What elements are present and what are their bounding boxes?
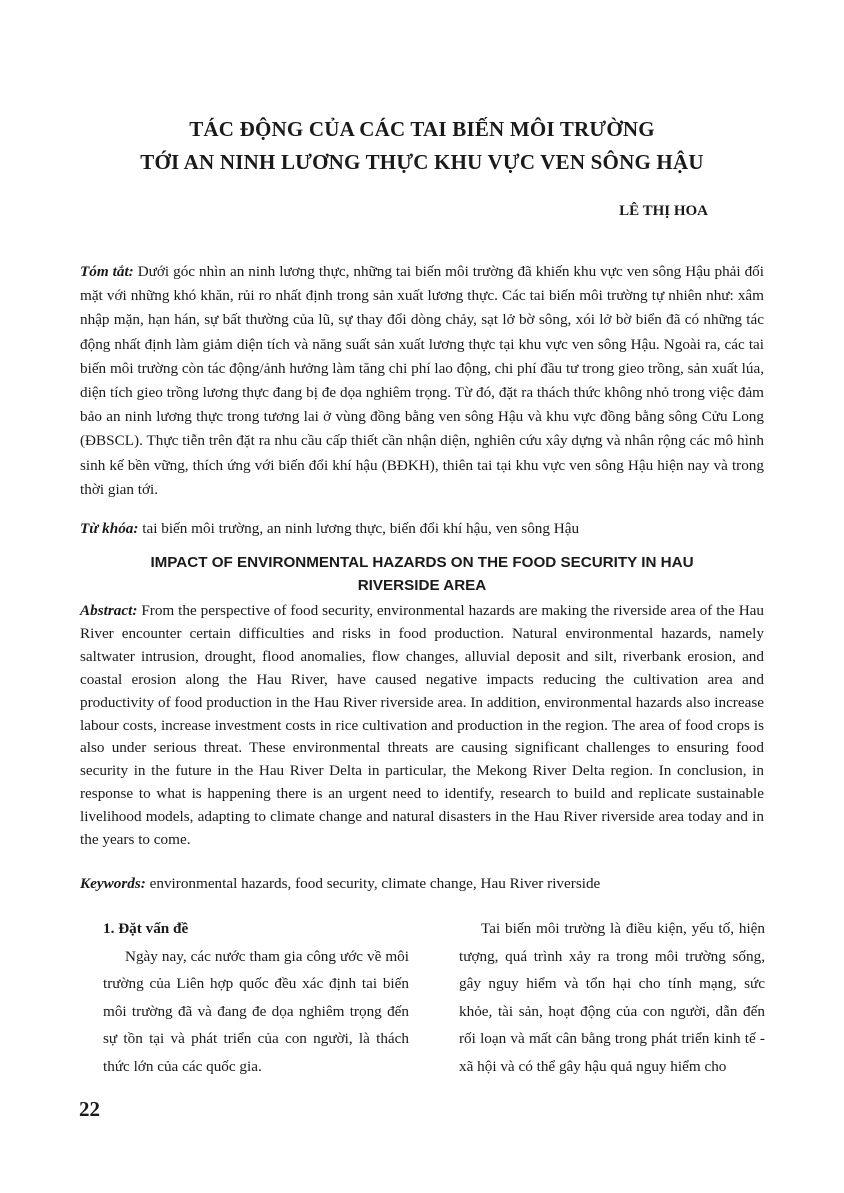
body-column-right (459, 915, 765, 1081)
abstract-vietnamese-text: Dưới góc nhìn an ninh lương thực, những tai biến môi trường đã khiến khu vực ven sông Hậu phải đối mặt với những khó khăn, rủi ro nhất định trong sản xuất lương thực. Các tai biến môi trường tự nhiên như: xâm nhập mặn, hạn hán, sự bất thường của lũ, sự thay đổi dòng chảy, sạt lở bờ sông, xói lở bờ biển đã có những tác động nhất định làm giảm diện tích và năng suất sản xuất lương thực tại khu vực ven sông Hậu. Ngoài ra, các tai biến môi trường còn tác động/ảnh hưởng làm tăng chi phí lao động, chi phí đầu tư trong gieo trồng, sản xuất lúa, diện tích gieo trồng lương thực đang bị đe dọa nghiêm trọng. Từ đó, đặt ra thách thức không nhỏ trong việc đảm bảo an ninh lương thực trong tương lai ở vùng đồng bằng ven sông Hậu và khu vực đồng bằng sông Cửu Long (ĐBSCL). Thực tiễn trên đặt ra nhu cầu cấp thiết cần nhận diện, nghiên cứu xây dựng và nhân rộng các mô hình sinh kế bền vững, thích ứng với biến đổi khí hậu (BĐKH), thiên tai tại khu vực ven sông Hậu hiện nay và trong thời gian tới. (80, 263, 764, 498)
abstract-english-text: From the perspective of food security, environmental hazards are making the riverside area of the Hau River encounter certain difficulties and risks in food production. Natural environmental hazards, namely saltwater intrusion, drought, flood anomalies, flow changes, alluvial deposit and silt, riverbank erosion, and coastal erosion along the Hau River, have caused negative impacts reducing the cultivation area and productivity of food production in the Hau River riverside area. In addition, environmental hazards also increase labour costs, increase investment costs in rice cultivation and production in the region. The area of food crops is also under serious threat. These environmental threats are causing significant challenges to ensuring food security in the future in the Hau River Delta in particular, the Mekong River Delta region. In conclusion, in response to what is happening there is an urgent need to identify, research to build and replicate sustainable livelihood models, adapting to climate change and natural disasters in the Hau River riverside area today and in the years to come. (80, 602, 764, 849)
english-title (100, 551, 744, 597)
abstract-english-label: Abstract: (80, 602, 138, 619)
keywords-vietnamese (80, 517, 764, 541)
article-title (80, 113, 764, 179)
keywords-english-label: Keywords: (80, 875, 146, 892)
english-title-line-1: IMPACT OF ENVIRONMENTAL HAZARDS ON THE FOOD SECURITY IN HAU (150, 554, 694, 571)
abstract-vietnamese (80, 260, 764, 502)
abstract-vietnamese-label: Tóm tắt: (80, 263, 134, 280)
abstract-english (80, 600, 764, 852)
page-number: 22 (79, 1097, 100, 1121)
body-paragraph-left: Ngày nay, các nước tham gia công ước về môi trường của Liên hợp quốc đều xác định tai biến môi trường đã và đang đe dọa nghiêm trọng đến sự tồn tại và phát triển của con người, là thách thức lớn của các quốc gia. (103, 947, 409, 1075)
article-title-line-2: TỚI AN NINH LƯƠNG THỰC KHU VỰC VEN SÔNG HẬU (140, 150, 704, 174)
section-heading: 1. Đặt vấn đề (103, 920, 189, 937)
author-name: LÊ THỊ HOA (619, 203, 708, 219)
keywords-vietnamese-label: Từ khóa: (80, 520, 139, 537)
english-title-line-2: RIVERSIDE AREA (357, 577, 487, 594)
body-column-left (103, 915, 409, 1081)
keywords-vietnamese-text: tai biến môi trường, an ninh lương thực, biến đổi khí hậu, ven sông Hậu (142, 520, 580, 537)
keywords-english (80, 872, 764, 896)
article-title-line-1: TÁC ĐỘNG CỦA CÁC TAI BIẾN MÔI TRƯỜNG (189, 117, 655, 141)
body-paragraph-right: Tai biến môi trường là điều kiện, yếu tố, hiện tượng, quá trình xảy ra trong môi trường sống, gây nguy hiểm và tổn hại cho tính mạng, sức khỏe, tài sản, hoạt động của con người, dẫn đến rối loạn và mất cân bằng trong phát triển kinh tế - xã hội và có thể gây hậu quả nguy hiểm cho (459, 920, 765, 1075)
keywords-english-text: environmental hazards, food security, climate change, Hau River riverside (149, 875, 601, 892)
